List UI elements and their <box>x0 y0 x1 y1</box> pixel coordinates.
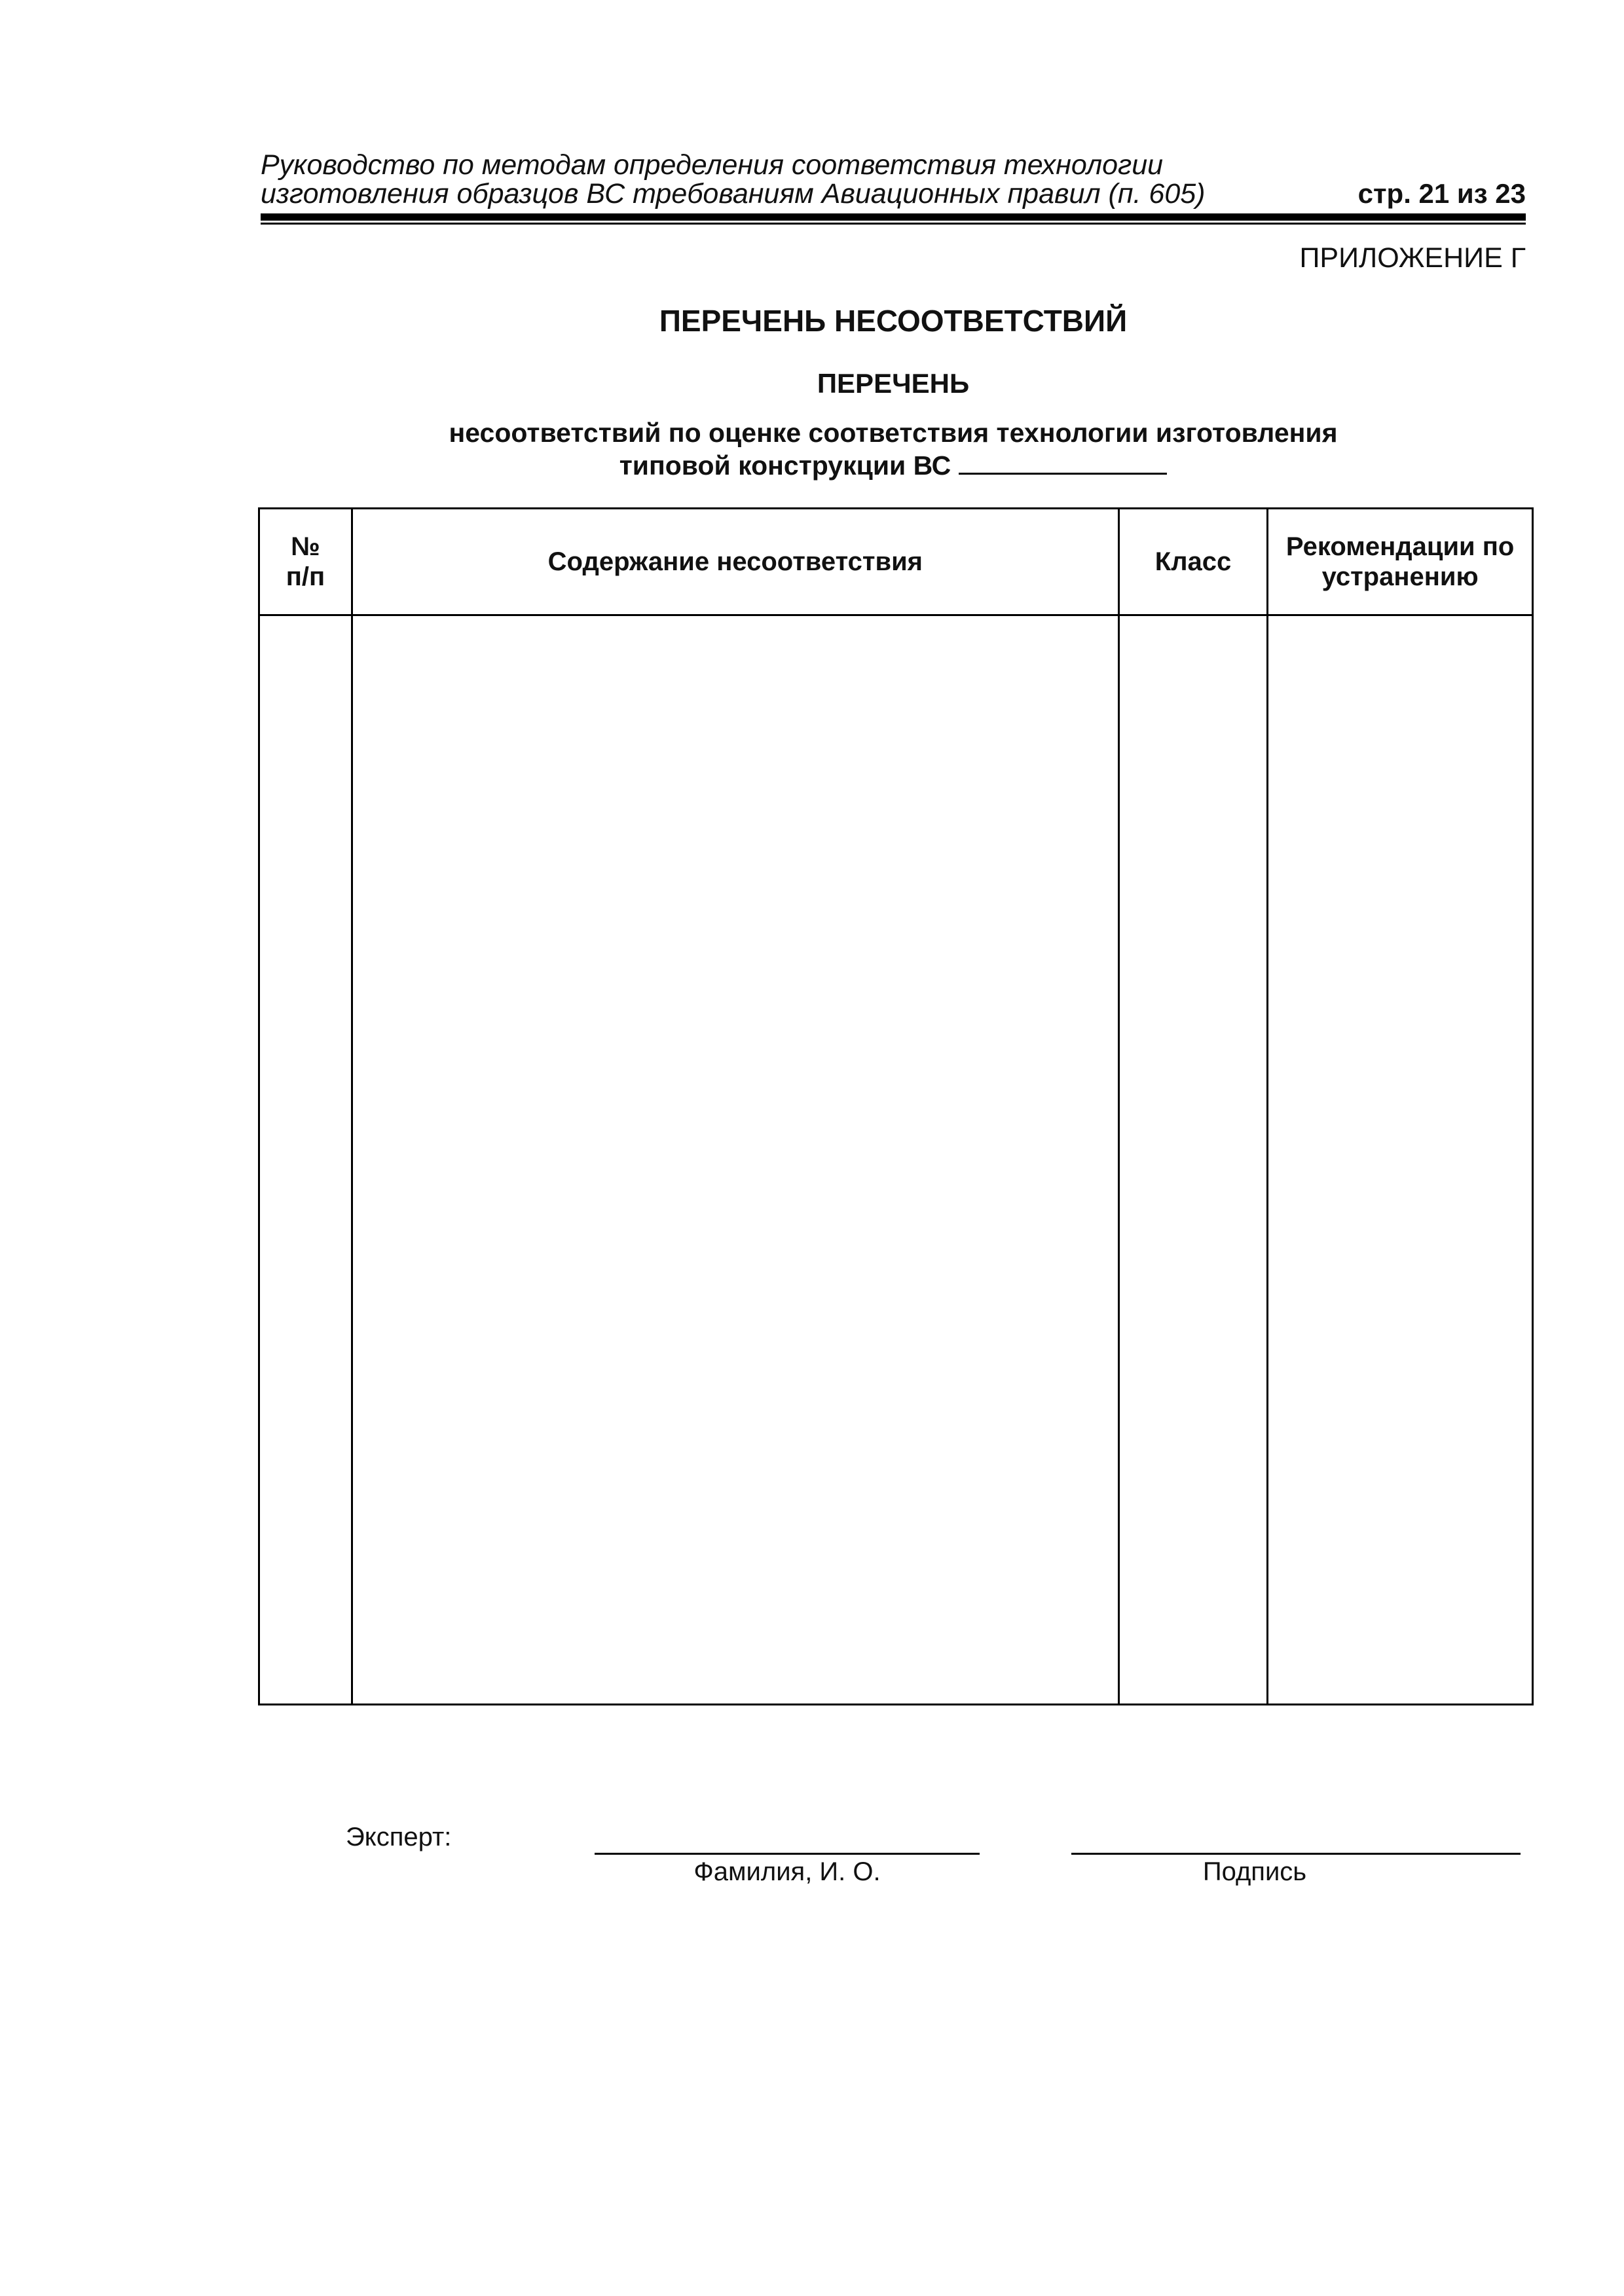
name-caption: Фамилия, И. О. <box>693 1857 881 1886</box>
header-title-line-2: изготовления образцов ВС требованиям Авиационных правил (п. 605) <box>261 178 1206 210</box>
name-signature-line[interactable] <box>595 1853 980 1855</box>
form-title: ПЕРЕЧЕНЬ <box>817 368 970 399</box>
cell-class[interactable] <box>1118 615 1268 1705</box>
expert-label: Эксперт: <box>346 1823 452 1851</box>
cell-content[interactable] <box>352 615 1118 1705</box>
header-divider-thick <box>261 213 1526 221</box>
page-number: стр. 21 из 23 <box>1357 178 1526 209</box>
cell-recommendations[interactable] <box>1268 615 1533 1705</box>
aircraft-type-blank-field[interactable] <box>959 449 1167 475</box>
column-header-number-line-1: № <box>291 532 320 561</box>
appendix-label: ПРИЛОЖЕНИЕ Г <box>1299 242 1526 274</box>
signature-line[interactable] <box>1071 1853 1521 1855</box>
column-header-recommendations-line-2: устранению <box>1321 562 1479 591</box>
header-divider-thin <box>261 223 1526 225</box>
page-title: ПЕРЕЧЕНЬ НЕСООТВЕТСТВИЙ <box>659 304 1128 338</box>
column-header-number <box>259 509 352 615</box>
cell-number[interactable] <box>259 615 352 1705</box>
column-header-content: Содержание несоответствия <box>352 509 1118 615</box>
form-description-line-2 <box>261 449 1526 481</box>
signature-caption: Подпись <box>1202 1857 1307 1886</box>
form-description-text: типовой конструкции ВС <box>619 450 951 481</box>
column-header-recommendations-line-1: Рекомендации по <box>1285 532 1515 561</box>
table-row <box>259 615 1533 1705</box>
column-header-number-line-2: п/п <box>286 562 325 591</box>
table-header-row <box>259 509 1533 615</box>
form-description-line-1: несоответствий по оценке соответствия технологии изготовления <box>449 418 1338 448</box>
column-header-recommendations <box>1268 509 1533 615</box>
header-title-line-1: Руководство по методам определения соответствия технологии <box>261 149 1164 181</box>
column-header-class: Класс <box>1118 509 1268 615</box>
nonconformity-table <box>258 507 1534 1705</box>
